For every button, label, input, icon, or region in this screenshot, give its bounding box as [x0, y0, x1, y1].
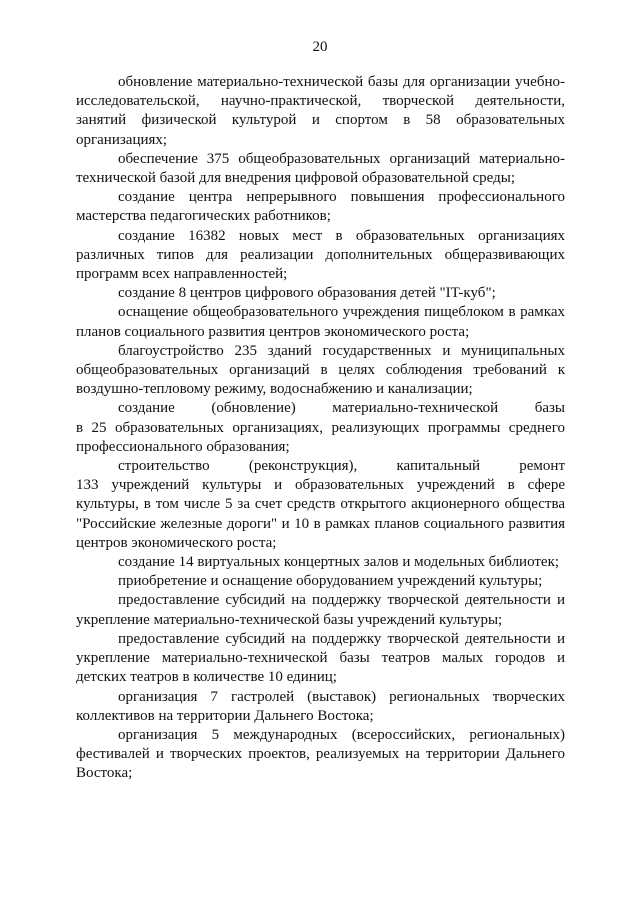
- page-number: 20: [312, 39, 328, 55]
- paragraph: обновление материально-технической базы для организации учебно-исследовательской, научно-практической, творческой деятельности, занятий физической культурой и спортом в 58 образовательных организациях;: [76, 74, 565, 148]
- paragraph: организация 7 гастролей (выставок) региональных творческих коллективов на территории Дальнего Востока;: [76, 688, 565, 724]
- document-body: [76, 73, 565, 784]
- paragraph: создание 16382 новых мест в образовательных организациях различных типов для реализации дополнительных общеразвивающих программ всех направленностей;: [76, 227, 565, 283]
- paragraph: создание (обновление) материально-технической базы: [118, 400, 565, 417]
- paragraph: обеспечение 375 общеобразовательных организаций материально-технической базой для внедрения цифровой образовательной среды;: [76, 150, 565, 187]
- paragraph: создание 8 центров цифрового образования детей "IT-куб";: [118, 285, 496, 302]
- paragraph: приобретение и оснащение оборудованием учреждений культуры;: [118, 573, 543, 590]
- paragraph: создание 14 виртуальных концертных залов и модельных библиотек;: [118, 554, 560, 571]
- paragraph: оснащение общеобразовательного учреждения пищеблоком в рамках планов социального развития центров экономического роста;: [76, 304, 565, 340]
- paragraph-continuation: 133 учреждений культуры и образовательных учреждений в сфере культуры, в том числе 5 за счет средств открытого акционерного общества "Российские железные дороги" и 10 в рамках планов социального развития центров экономического роста;: [76, 477, 565, 551]
- paragraph: предоставление субсидий на поддержку творческой деятельности и укрепление материально-технической базы театров малых городов и детских театров в количестве 10 единиц;: [76, 630, 565, 686]
- paragraph: организация 5 международных (всероссийских, региональных) фестивалей и творческих проектов, реализуемых на территории Дальнего Востока;: [76, 726, 565, 782]
- paragraph: создание центра непрерывного повышения профессионального мастерства педагогических работников;: [76, 189, 565, 225]
- paragraph: предоставление субсидий на поддержку творческой деятельности и укрепление материально-технической базы учреждений культуры;: [76, 592, 565, 628]
- paragraph: благоустройство 235 зданий государственных и муниципальных общеобразовательных организаций в целях соблюдения требований к воздушно-тепловому режиму, водоснабжению и канализации;: [76, 342, 565, 398]
- paragraph: строительство (реконструкция), капитальный ремонт: [118, 458, 565, 475]
- paragraph-continuation: в 25 образовательных организациях, реализующих программы среднего профессионального образования;: [76, 419, 565, 455]
